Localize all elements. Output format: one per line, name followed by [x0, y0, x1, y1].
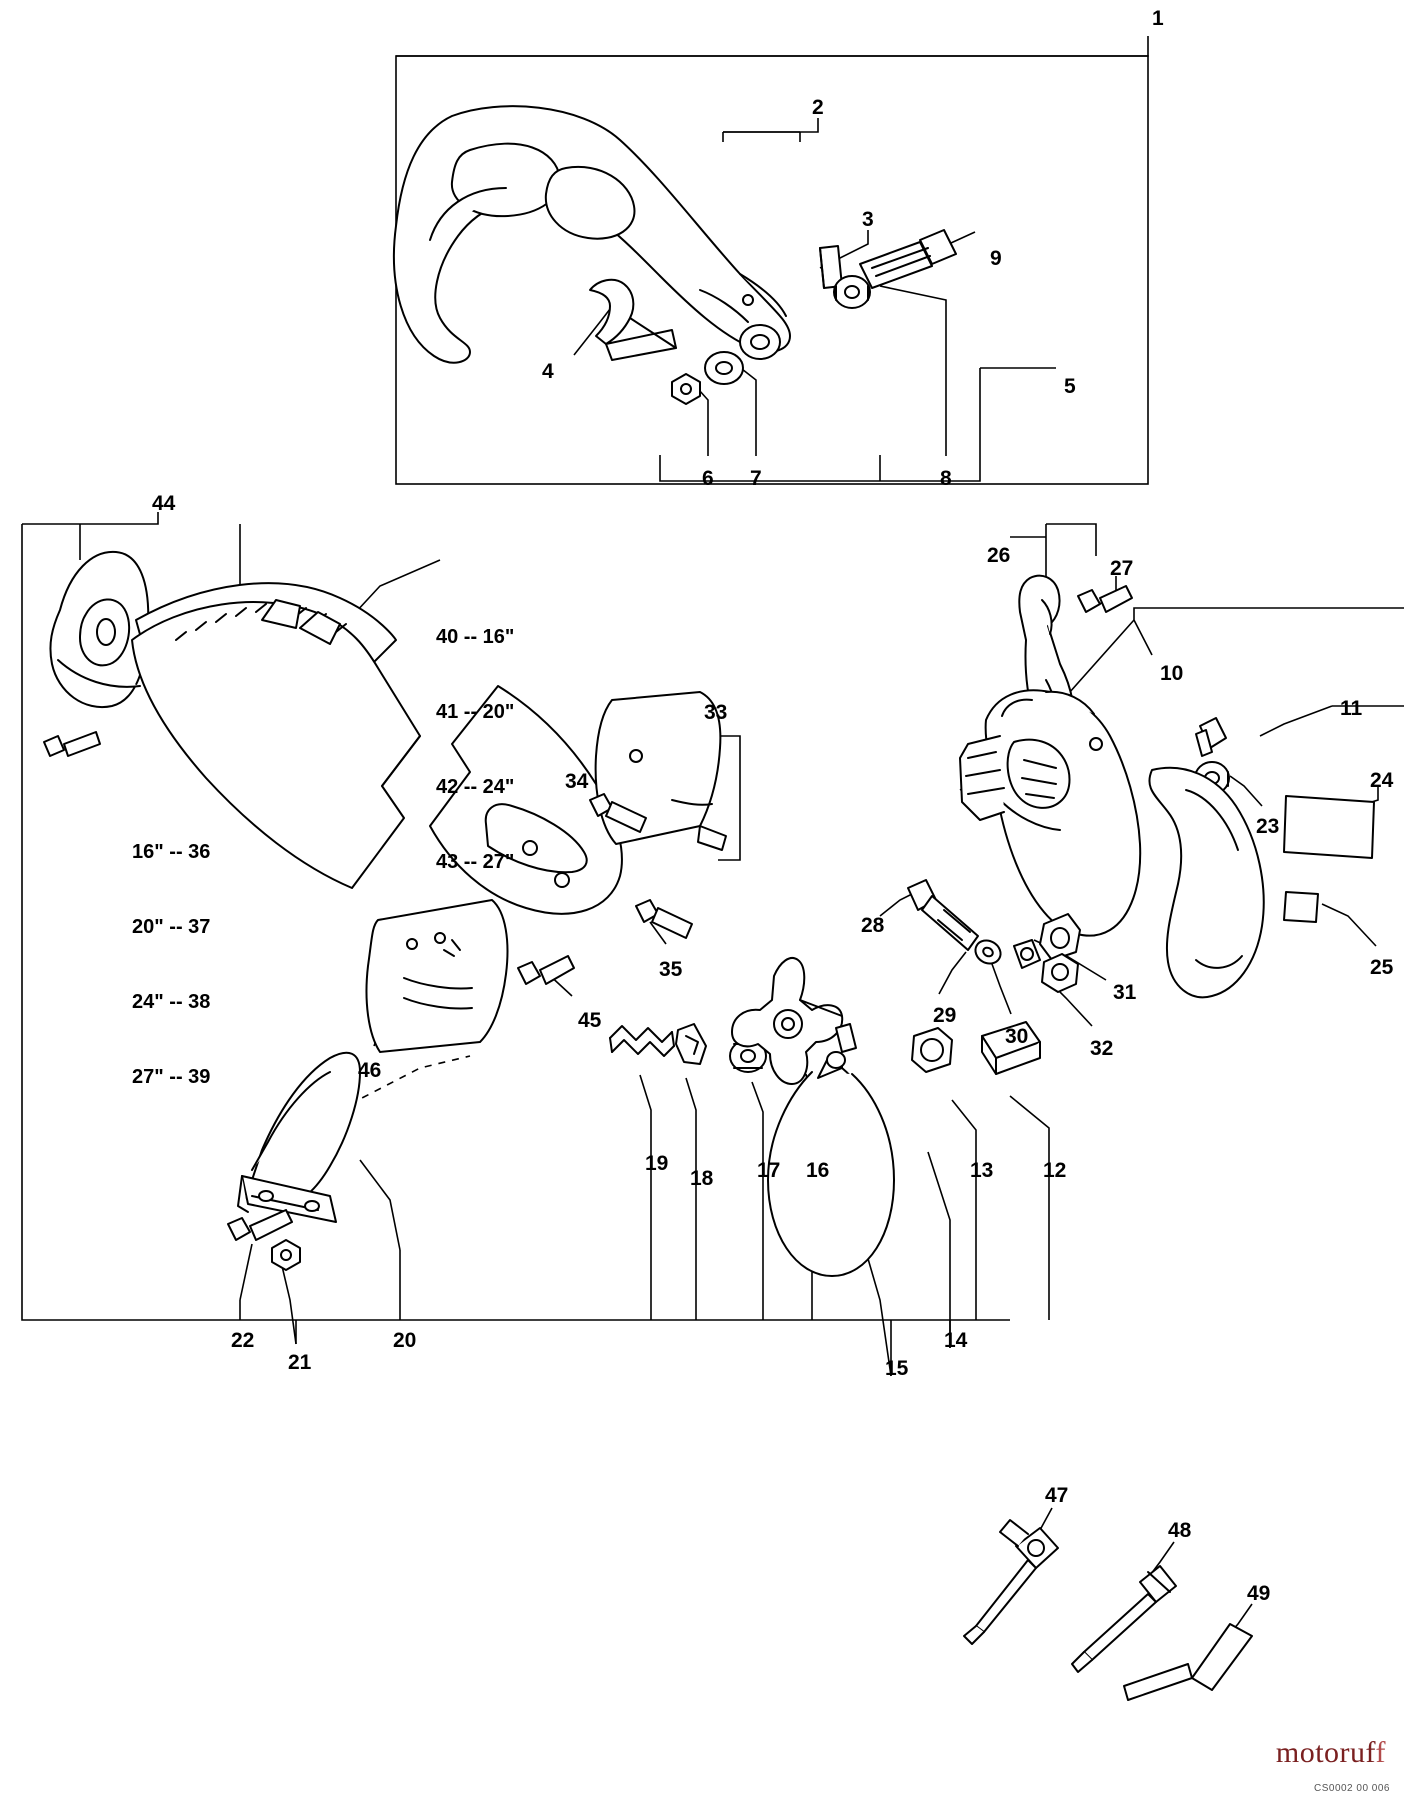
callout-44: 44: [152, 492, 176, 515]
callout-30: 30: [1005, 1025, 1029, 1048]
part-cover-screw: [44, 732, 100, 756]
part-spacer-sleeve: [1040, 914, 1080, 960]
callout-32: 32: [1090, 1037, 1114, 1060]
callout-8: 8: [940, 467, 952, 490]
callout-12: 12: [1043, 1159, 1067, 1182]
callout-31: 31: [1113, 981, 1137, 1004]
callout-4: 4: [542, 360, 554, 383]
callout-15: 15: [885, 1357, 909, 1380]
part-brake-spring: [610, 1026, 674, 1056]
part-throttle-trigger: [590, 280, 676, 360]
callout-18: 18: [690, 1167, 714, 1190]
part-spring-retainer: [676, 1024, 706, 1064]
part-hex-key: [1124, 1624, 1252, 1700]
guide-bar-length-list: [436, 575, 514, 925]
part-screwdriver: [1072, 1566, 1176, 1672]
callout-35: 35: [659, 958, 683, 981]
part-brake-band: [768, 1052, 894, 1276]
part-rear-handle: [1149, 768, 1263, 997]
callout-23: 23: [1256, 815, 1280, 838]
callout-22: 22: [231, 1329, 255, 1352]
callout-34: 34: [565, 770, 589, 793]
callout-19: 19: [645, 1152, 669, 1175]
part-washer-lock: [1014, 940, 1040, 968]
part-washer-flat: [971, 936, 1005, 968]
part-rear-handle-bolt: [1196, 718, 1226, 756]
part-crankcase-housing: [960, 690, 1140, 935]
watermark: motoruff: [1275, 1736, 1386, 1769]
guide-bar-length-43: 43 -- 27": [436, 851, 515, 873]
callout-21: 21: [288, 1351, 312, 1374]
callout-5: 5: [1064, 375, 1076, 398]
callout-27: 27: [1110, 557, 1134, 580]
part-combination-wrench: [964, 1520, 1058, 1644]
saw-chain-length-38: 24" -- 38: [132, 991, 211, 1013]
document-id: CS0002 00 006: [1313, 1783, 1390, 1794]
part-lever-pin: [836, 1024, 856, 1052]
callout-7: 7: [750, 467, 762, 490]
part-sprocket-cover: [50, 552, 148, 707]
callout-10: 10: [1160, 662, 1184, 685]
saw-chain-length-39: 27" -- 39: [132, 1066, 211, 1088]
part-long-bolt: [908, 880, 978, 950]
callout-48: 48: [1168, 1519, 1192, 1542]
callout-45: 45: [578, 1009, 602, 1032]
callout-20: 20: [393, 1329, 417, 1352]
part-screw-plate-lower: [636, 900, 692, 938]
guide-bar-length-40: 40 -- 16": [436, 626, 515, 648]
callout-49: 49: [1247, 1582, 1271, 1605]
saw-chain-length-list: [132, 790, 210, 1140]
callout-24: 24: [1370, 769, 1394, 792]
guide-bar-length-42: 42 -- 24": [436, 776, 515, 798]
saw-chain-length-37: 20" -- 37: [132, 916, 211, 938]
callout-47: 47: [1045, 1484, 1069, 1507]
saw-chain-length-36: 16" -- 36: [132, 841, 211, 863]
part-bolt: [860, 230, 956, 288]
callout-3: 3: [862, 208, 874, 231]
callout-26: 26: [987, 544, 1011, 567]
part-screw-spike: [518, 956, 574, 984]
part-washer: [834, 276, 870, 308]
callout-16: 16: [806, 1159, 830, 1182]
part-nut: [672, 374, 700, 404]
callout-28: 28: [861, 914, 885, 937]
part-decal-label: [1284, 796, 1374, 858]
watermark-text: motoruf: [1275, 1736, 1376, 1769]
callout-6: 6: [702, 467, 714, 490]
part-screw-lever: [1078, 586, 1132, 612]
part-small-decal: [1284, 892, 1318, 922]
part-nut-hex: [1042, 954, 1078, 992]
callout-25: 25: [1370, 956, 1394, 979]
guide-bar-length-41: 41 -- 20": [436, 701, 515, 723]
callout-46: 46: [358, 1059, 382, 1082]
callout-29: 29: [933, 1004, 957, 1027]
callout-9: 9: [990, 247, 1002, 270]
callout-17: 17: [757, 1159, 781, 1182]
callout-1: 1: [1152, 7, 1164, 30]
part-bushing: [912, 1028, 952, 1072]
part-hand-guard-screw: [228, 1210, 292, 1240]
callout-33: 33: [704, 701, 728, 724]
part-hand-guard-nut: [272, 1240, 300, 1270]
callout-11: 11: [1340, 697, 1363, 720]
part-grommet: [705, 352, 743, 384]
part-hand-guard: [238, 1053, 360, 1222]
part-handle-frame: [394, 106, 790, 362]
callout-14: 14: [944, 1329, 968, 1352]
callout-2: 2: [812, 96, 824, 119]
callout-13: 13: [970, 1159, 994, 1182]
